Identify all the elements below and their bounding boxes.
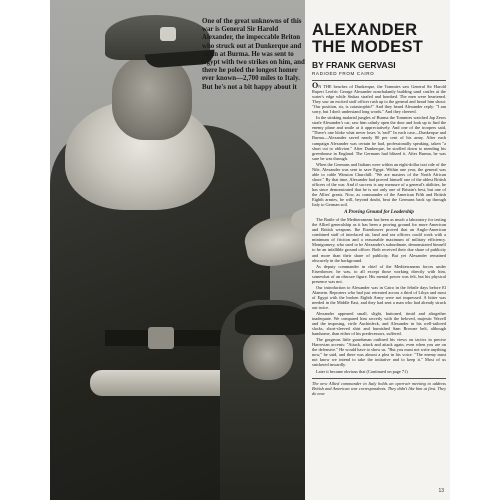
caption-divider: [312, 378, 446, 379]
divider: [312, 80, 446, 81]
body-paragraph: ON THE beaches of Dunkerque, the Tommies saw General Sir Harold Rupert Leofric George Alexander nonchalantly building sand castles at the water's edge while Stukas strafed and bombed. The men were heartened. They saw an excited staff officer rush up to the general and heard him shout: "Our position, sir, is catastrophic!" And they heard Alexander reply: "I am sorry, but I don't understand long words." And they cheered.: [312, 81, 446, 115]
continued-line: Later it became obvious that (Continued on page 71): [316, 368, 408, 374]
headline: ALEXANDER THE MODEST: [312, 21, 424, 56]
dateline: RADIOED FROM CAIRO: [312, 71, 375, 76]
magazine-page: [50, 0, 450, 500]
page-number: 13: [438, 488, 444, 494]
body-paragraph: When the Germans and Italians were within an eight-dollar taxi ride of the Nile, Alexander was sent to save Egypt. Within one year, the general was able to cable Winston Churchill: "We are masters of the North African shore." By that time, Alexander had proved himself one of the ablest British officers of the war. And if success is any measure of a general's abilities, he has since demonstrated that he is not only one of Britain's best, but one of the Allies' greats. Now, as commander of the American Fifth and British Eighth armies, he will, beyond doubt, beat the Germans back up through Italy to German soil.: [312, 161, 446, 208]
body-paragraph: In the stinking malarial jungles of Burma the Tommies watched Jap Zeros strafe Alexander's car, saw him calmly open the door and look up to find the enemy plane and smile at it appreciatively. And one of the troopers said, "There's one bloke what never loses 'is 'ead!" In each case—Dunkerque and Burma—Alexander saved nearly 80 per cent of his army. After each campaign Alexander was certain he had, professionally speaking, taken "a short cut to oblivion." After Dunkerque, he strolled down to mending his greenhouse in England. The Germans had blitzed it. After Burma, he was sure he was through.: [312, 115, 446, 161]
intro-blurb: One of the great unknowns of this war is General Sir Harold Alexander, the impeccable Briton who struck out at Dunkerque and again at Burma. He was sent to Egypt with two strikes on him, and there he poled the longest homer ever known—2,700 miles to Italy. But he's not a bit happy about it: [202, 18, 305, 91]
byline: BY FRANK GERVASI: [312, 60, 396, 70]
body-paragraph: Alexander appeared small, slight, buttoned, timid and altogether inadequate. We compared him secretly with the beloved, majestic Wavell and the imposing, virile Auchinleck, and Alexander in his well-tailored slacks, short-sleeved shirt and burnished Sam Browne belt, although handsome, than either of his predecessors, suffered.: [312, 311, 446, 337]
photo-caption: The new Allied commander in Italy holds an open-air meeting to address British and American war correspondents. They didn't like him at first. They do now: [312, 380, 446, 396]
body-paragraph: Our introduction to Alexander was in Cairo in the febrile days before El Alamein. Reporters who had just retreated across a third of Libya and most of Egypt with the broken Eighth Army were not impressed. A hitter was needed in the Middle East, and they had sent a man who had already struck out twice.: [312, 284, 446, 310]
drop-cap: O: [312, 81, 319, 90]
body-paragraph: The gorgeous little guardsman outlined his views on tactics in precise Harrovian accents: "Attack, attack and attack again, even when you are on the defensive." He would have to show us. "But you must not write anything now," he said, and there was almost a plea in his voice. "The enemy must not know we intend to take the initiative and to keep it." Most of us snickered inwardly.: [312, 337, 446, 368]
body-paragraph: As deputy commander in chief of the Mediterranean forces under Eisenhower, he was, to all except those working directly with him, somewhat of an obscure figure. His mental power was felt, but his physical presence was not.: [312, 263, 446, 284]
section-subhead: A Proving Ground for Leadership: [344, 210, 414, 216]
article-body: [312, 83, 446, 396]
body-paragraph: The Battle of the Mediterranean has been as much a laboratory for testing the Allied generalship as it has been a proving ground for more American and British weapons. Ike Eisenhower proved that an Anglo-American combined staff of interlaced air, land and sea officers could work with a minimum of friction and a reasonable maximum of military efficiency. Montgomery, who used to be Alexander's subordinate, demonstrated himself to be an infallible ground officer. Both received their due share of publicity and more than their share of publicity. But yet Alexander remained obscurely in the background.: [312, 217, 446, 263]
article-column: [312, 22, 446, 397]
